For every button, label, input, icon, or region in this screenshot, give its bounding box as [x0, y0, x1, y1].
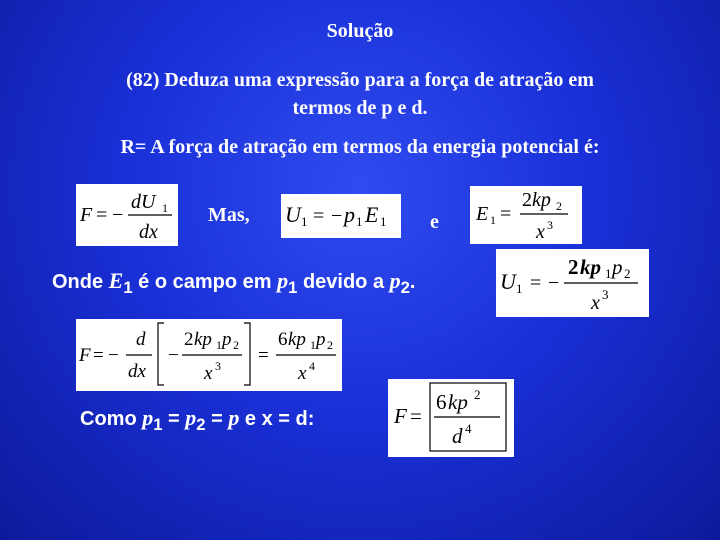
equation-potential-result: [496, 249, 649, 317]
question-line-2: termos de p e d.: [292, 97, 428, 119]
svg-text:kp: kp: [580, 255, 601, 279]
substitution-text: [80, 405, 314, 435]
svg-text:1: 1: [516, 281, 523, 296]
svg-text:4: 4: [309, 359, 315, 373]
svg-text:p: p: [316, 329, 326, 350]
field-E-sub: 1: [123, 278, 133, 297]
dipole-p1-sub: 1: [288, 278, 298, 297]
como-eq1: =: [162, 408, 186, 430]
svg-text:d: d: [452, 424, 463, 448]
dipole-p2-sub: 2: [400, 278, 410, 297]
e-connector: e: [430, 211, 439, 233]
svg-text:1: 1: [356, 214, 363, 229]
field-E: E: [108, 268, 124, 293]
svg-text:2: 2: [556, 199, 562, 213]
svg-text:1: 1: [310, 338, 316, 352]
svg-text:3: 3: [547, 218, 553, 232]
svg-text:1: 1: [162, 201, 168, 215]
svg-text:2: 2: [474, 387, 481, 402]
svg-text:kp: kp: [194, 329, 212, 350]
como-p1: p: [142, 405, 154, 430]
svg-text:p: p: [344, 202, 355, 227]
como-p: p: [228, 405, 240, 430]
equation-field: [470, 186, 582, 244]
svg-text:2: 2: [327, 338, 333, 352]
como-prefix: Como: [80, 408, 143, 430]
svg-text:U: U: [285, 202, 301, 227]
svg-text:E: E: [476, 203, 489, 225]
svg-text:F: F: [79, 345, 91, 366]
onde-end: .: [409, 271, 416, 293]
answer-text: R= A força de atração em termos da energia potencial é:: [120, 136, 600, 158]
svg-text:=: =: [93, 345, 104, 366]
svg-text:2: 2: [624, 266, 631, 281]
svg-text:kp: kp: [448, 390, 468, 414]
onde-mid2: devido a: [297, 271, 390, 293]
svg-text:=: =: [500, 203, 512, 225]
equation-final-result: [388, 379, 514, 457]
svg-text:−: −: [112, 204, 124, 226]
equation-force-derivative: [76, 319, 342, 391]
svg-text:3: 3: [602, 287, 609, 302]
svg-text:dx: dx: [128, 361, 146, 382]
svg-text:E: E: [365, 202, 379, 227]
svg-text:−: −: [168, 345, 179, 366]
svg-text:−: −: [108, 345, 119, 366]
svg-text:1: 1: [216, 338, 222, 352]
svg-text:dx: dx: [139, 221, 158, 243]
svg-text:x: x: [298, 363, 307, 384]
svg-text:1: 1: [380, 214, 387, 229]
onde-mid: é o campo em: [132, 271, 278, 293]
svg-text:1: 1: [490, 213, 496, 227]
como-p2-sub: 2: [196, 415, 206, 434]
svg-text:4: 4: [465, 421, 472, 436]
svg-text:3: 3: [215, 359, 221, 373]
equation-potential: [281, 194, 401, 238]
question-text: [60, 66, 660, 122]
svg-text:x: x: [204, 363, 213, 384]
svg-text:U: U: [500, 269, 516, 294]
como-p1-sub: 1: [153, 415, 163, 434]
svg-text:=: =: [96, 204, 108, 226]
svg-text:=: =: [410, 404, 422, 428]
svg-text:p: p: [222, 329, 232, 350]
como-end: e x = d:: [239, 408, 315, 430]
svg-text:1: 1: [301, 214, 308, 229]
svg-text:=: =: [530, 272, 542, 294]
svg-text:2: 2: [522, 189, 532, 211]
slide-title: Solução: [326, 20, 394, 42]
svg-text:kp: kp: [532, 189, 551, 211]
svg-text:2: 2: [568, 255, 579, 279]
svg-text:6: 6: [278, 329, 288, 350]
svg-text:6: 6: [436, 390, 447, 414]
svg-text:1: 1: [605, 266, 612, 281]
svg-text:p: p: [612, 255, 623, 279]
svg-text:d: d: [136, 329, 146, 350]
svg-text:F: F: [394, 404, 407, 428]
svg-text:kp: kp: [288, 329, 306, 350]
equation-force-definition: [76, 184, 178, 246]
svg-text:2: 2: [233, 338, 239, 352]
svg-text:−: −: [548, 272, 560, 294]
como-p2: p: [185, 405, 197, 430]
svg-text:2: 2: [184, 329, 194, 350]
svg-text:x: x: [591, 292, 600, 314]
dipole-p2: p: [389, 268, 401, 293]
mas-connector: Mas,: [208, 204, 250, 226]
svg-text:F: F: [80, 204, 93, 226]
svg-text:=: =: [258, 345, 269, 366]
dipole-p1: p: [277, 268, 289, 293]
como-eq2: =: [205, 408, 229, 430]
svg-text:x: x: [536, 221, 545, 243]
onde-prefix: Onde: [52, 271, 109, 293]
svg-text:−: −: [331, 205, 343, 227]
field-definition-text: [52, 268, 415, 298]
svg-text:dU: dU: [131, 191, 156, 213]
svg-text:=: =: [313, 205, 325, 227]
question-line-1: (82) Deduza uma expressão para a força de atração em: [126, 69, 594, 91]
